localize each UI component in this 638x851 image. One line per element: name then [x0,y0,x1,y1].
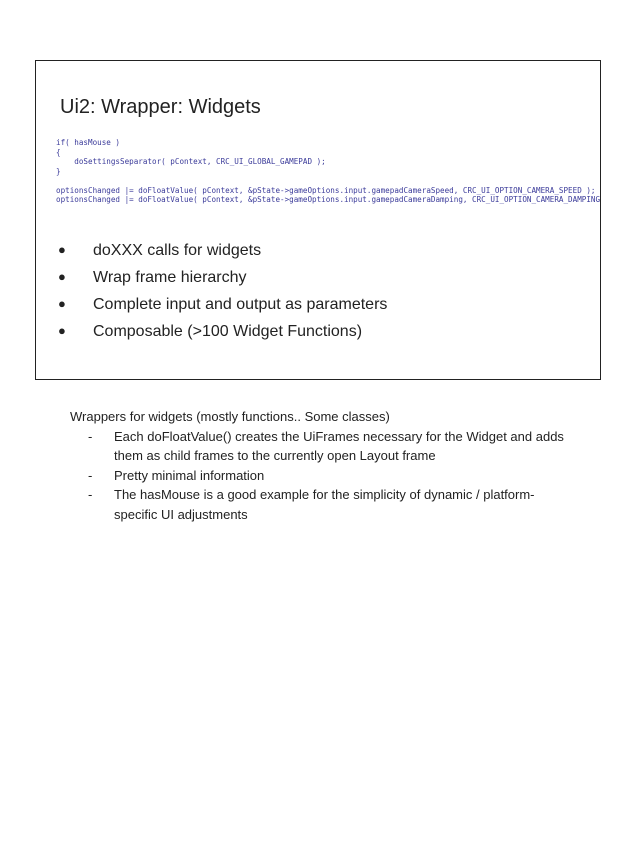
slide-bullet [58,264,387,291]
dash-icon: - [88,428,93,444]
slide-bullet [58,237,387,264]
speaker-notes [70,407,570,524]
code-line: optionsChanged |= doFloatValue( pContext, &pState->gameOptions.input.gamepadCameraSpeed, CRC_UI_OPTION_CAMERA_SPEED ); [56,185,596,195]
notes-item-text: The hasMouse is a good example for the simplicity of dynamic / platform-specific UI adjustments [114,487,535,522]
notes-list [70,427,570,525]
notes-item [70,485,570,524]
bullet-icon: ● [58,323,66,338]
bullet-icon: ● [58,269,66,284]
slide-bullet-text: doXXX calls for widgets [93,242,262,259]
slide-bullet-text: Composable (>100 Widget Functions) [93,323,363,340]
code-line: if( hasMouse ) [56,138,121,147]
notes-item [70,466,570,486]
notes-item-text: Each doFloatValue() creates the UiFrames necessary for the Widget and adds them as child frames to the currently open Layout frame [114,428,564,463]
dash-icon: - [88,487,93,502]
dash-icon: - [88,467,93,483]
notes-item-text: Pretty minimal information [114,467,265,483]
code-line: optionsChanged |= doFloatValue( pContext, &pState->gameOptions.input.gamepadCameraDamping, CRC_UI_OPTION_CAMERA_DAMPING [56,195,601,204]
code-line: } [56,166,61,176]
slide-frame [35,60,601,380]
slide-bullet-list [58,237,387,345]
code-snippet [56,138,601,205]
slide-bullet [58,318,387,345]
bullet-icon: ● [58,242,66,257]
bullet-icon: ● [58,296,66,311]
notes-item [70,427,570,466]
slide-bullet [58,291,387,318]
notes-lead: Wrappers for widgets (mostly functions.. Some classes) [70,409,390,424]
slide-bullet-text: Complete input and output as parameters [93,296,388,313]
code-line: doSettingsSeparator( pContext, CRC_UI_GLOBAL_GAMEPAD ); [56,157,326,166]
slide-bullet-text: Wrap frame hierarchy [93,269,247,286]
slide-title: Ui2: Wrapper: Widgets [60,96,261,118]
code-line: { [56,147,61,157]
